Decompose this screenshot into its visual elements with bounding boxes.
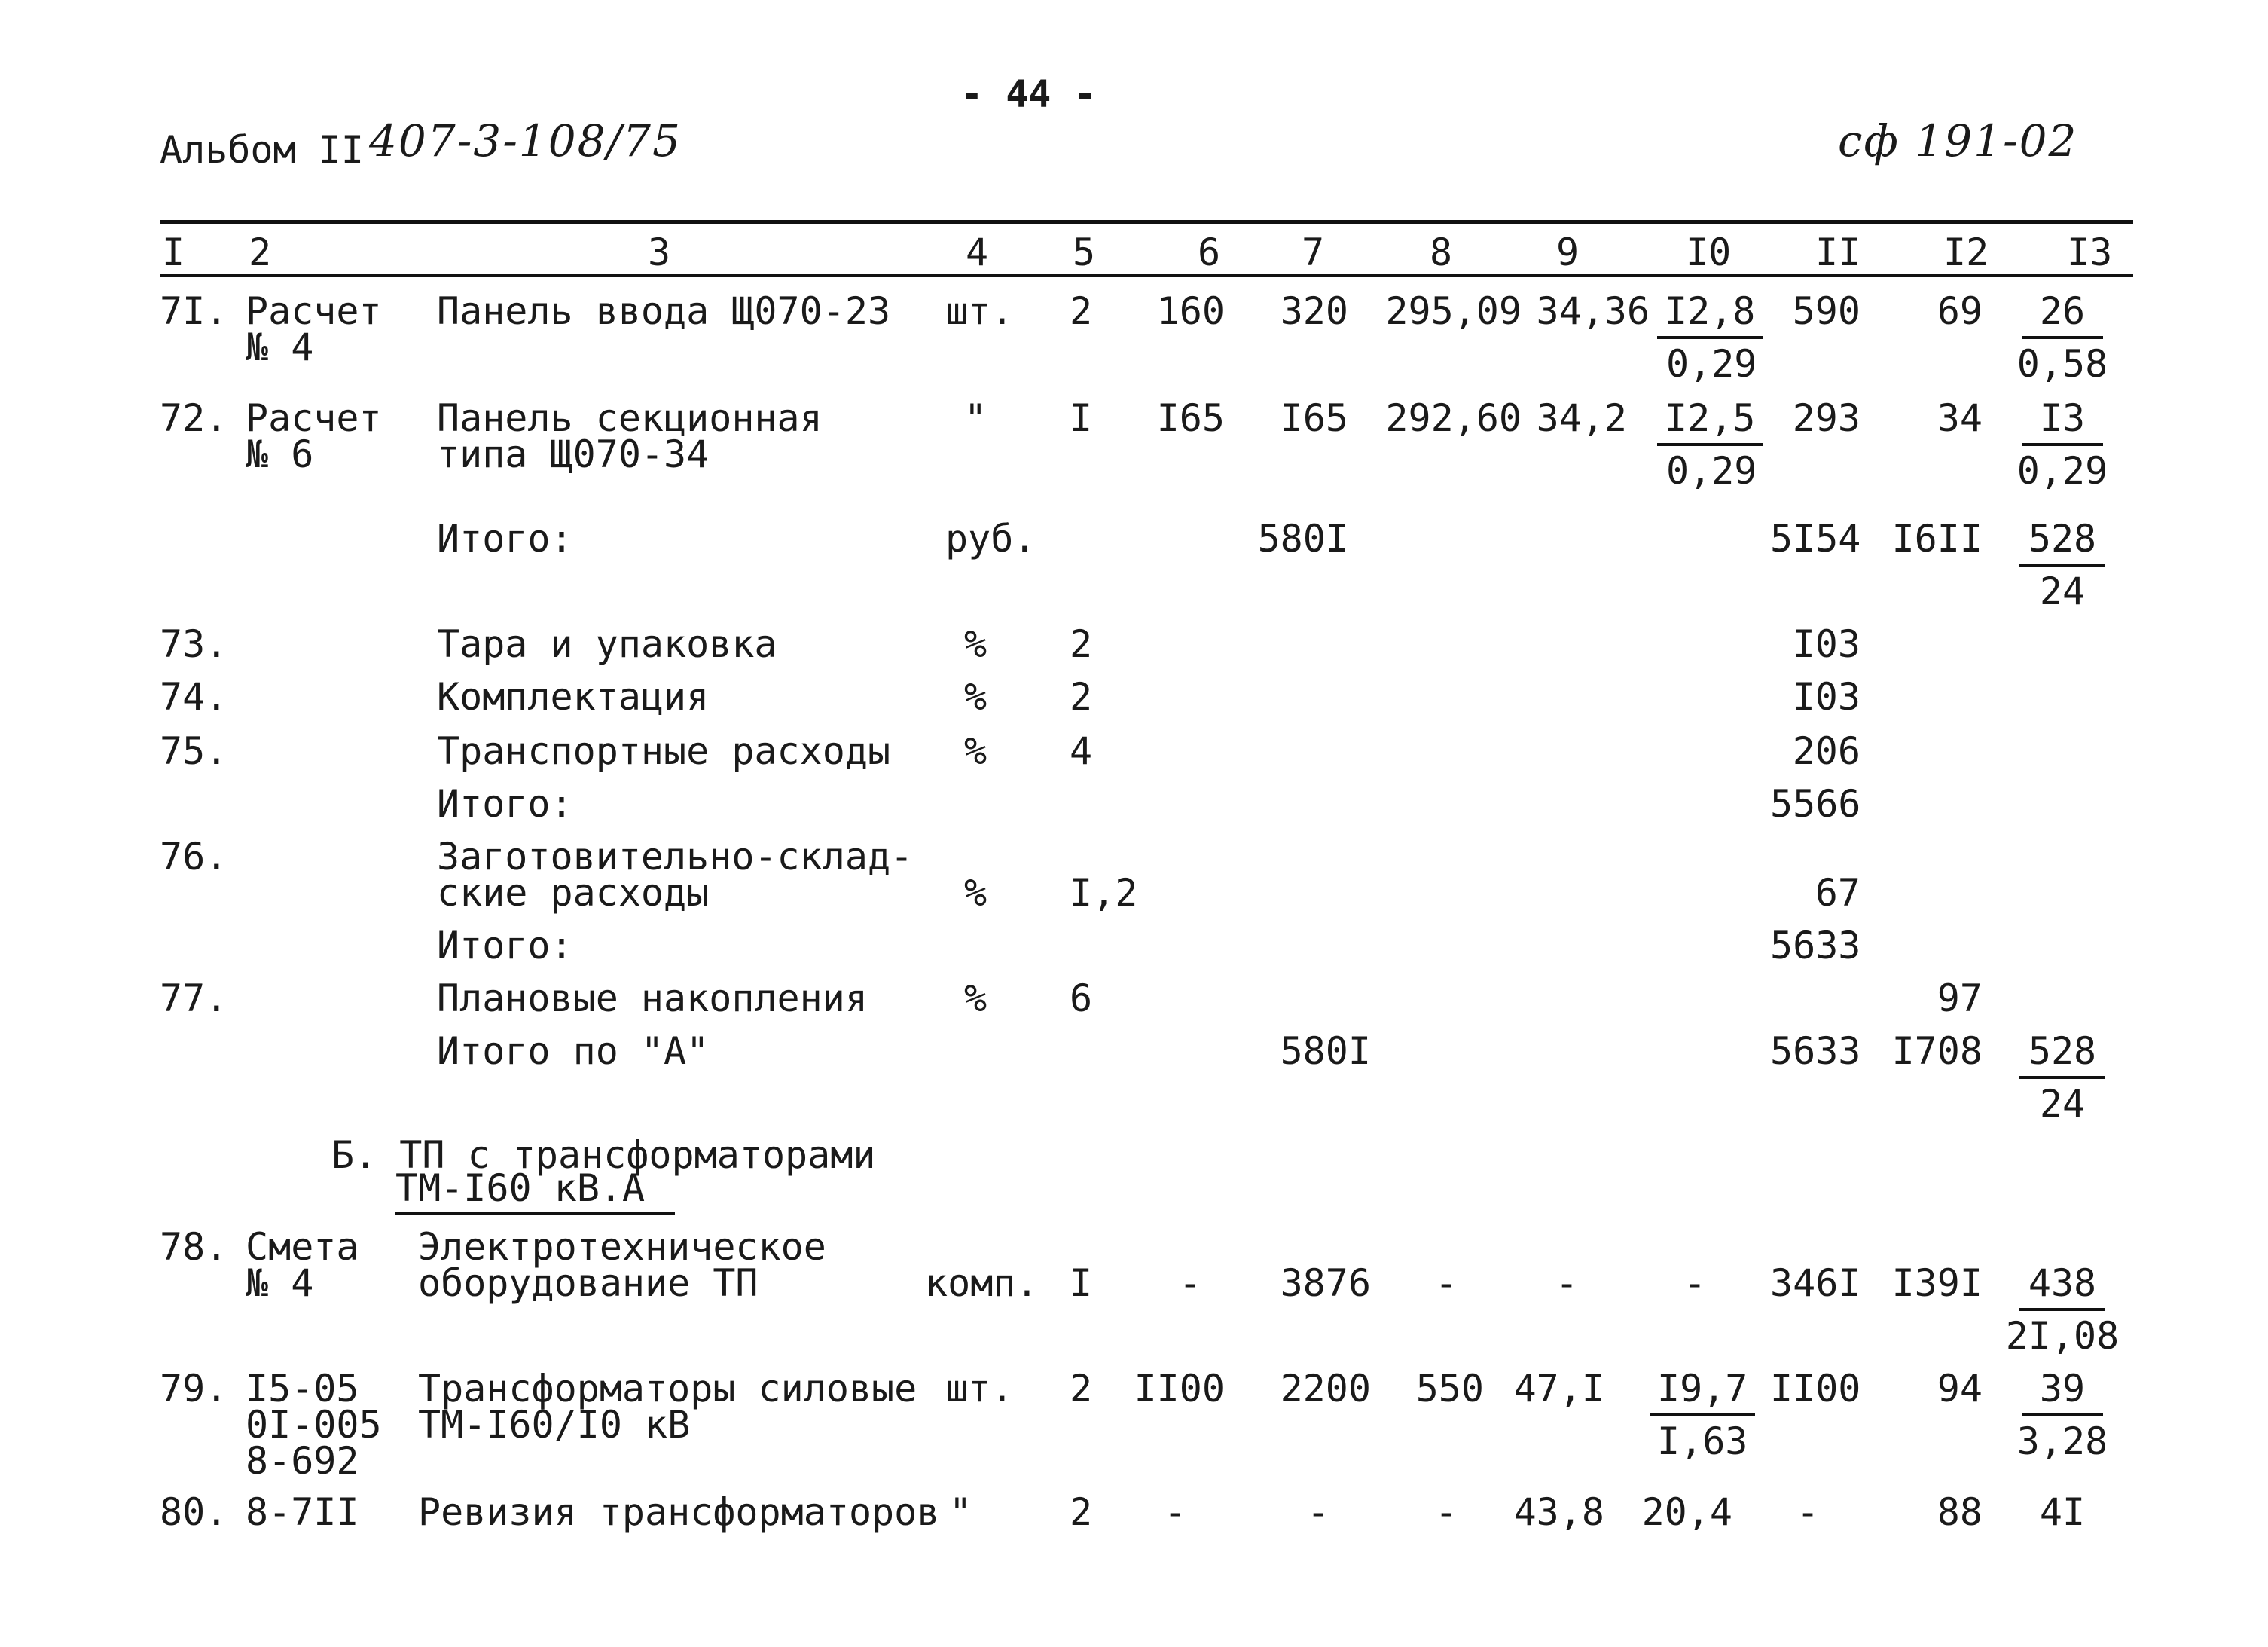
row-number: 77. xyxy=(160,976,228,1020)
row-name: Панель ввода Щ070-23 xyxy=(437,289,891,333)
row-col12: 69 xyxy=(1937,289,1983,333)
row-col7: - xyxy=(1306,1490,1330,1534)
row-unit: шт. xyxy=(945,1367,1014,1410)
row-qty: I,2 xyxy=(1070,871,1138,915)
row-unit: шт. xyxy=(945,289,1014,333)
row-col13-top: 39 xyxy=(2004,1370,2121,1407)
row-name: Электротехническое xyxy=(418,1225,826,1269)
row-ref-line2: № 6 xyxy=(246,432,314,476)
row-name: Итого: xyxy=(437,924,573,967)
row-name: Заготовительно-склад- xyxy=(437,835,914,879)
row-number: 74. xyxy=(160,675,228,719)
row-ref: 8-7II xyxy=(246,1490,359,1534)
row-name: Итого: xyxy=(437,782,573,826)
row-col11: 5633 xyxy=(1770,924,1861,967)
row-number: 75. xyxy=(160,729,228,773)
row-number: 76. xyxy=(160,835,228,879)
row-col13-top: 438 xyxy=(2004,1264,2121,1302)
row-name: Итого по "А" xyxy=(437,1029,710,1073)
row-ref-line3: 8-692 xyxy=(246,1439,359,1483)
row-col13-bottom: 0,58 xyxy=(2016,342,2108,386)
column-header: 3 xyxy=(648,231,671,274)
row-col8: 292,60 xyxy=(1385,396,1522,440)
row-col13-top: 26 xyxy=(2004,292,2121,330)
row-number: 7I. xyxy=(160,289,228,333)
row-name-line2: оборудование ТП xyxy=(418,1261,759,1305)
row-name: Плановые накопления xyxy=(437,976,868,1020)
row-col12: 97 xyxy=(1937,976,1983,1020)
row-number: 79. xyxy=(160,1367,228,1410)
row-col12: 34 xyxy=(1937,396,1983,440)
row-number: 80. xyxy=(160,1490,228,1534)
row-unit: % xyxy=(964,976,987,1020)
column-header: 6 xyxy=(1198,231,1221,274)
row-col9: 34,36 xyxy=(1536,289,1650,333)
row-col7: 320 xyxy=(1280,289,1348,333)
row-ref: Смета xyxy=(246,1225,359,1269)
row-qty: 2 xyxy=(1070,1490,1093,1534)
row-col13-top: 528 xyxy=(2004,1032,2121,1070)
row-unit: руб. xyxy=(945,517,1036,561)
column-header: 8 xyxy=(1430,231,1453,274)
row-col10-top: I2,8 xyxy=(1657,292,1763,330)
row-col8: - xyxy=(1434,1261,1458,1305)
row-name: Трансформаторы силовые xyxy=(418,1367,917,1410)
row-col6: II00 xyxy=(1134,1367,1225,1410)
row-qty: I xyxy=(1070,1261,1093,1305)
row-col8: 550 xyxy=(1415,1367,1484,1410)
column-header: II xyxy=(1815,231,1861,274)
row-col12: I708 xyxy=(1891,1029,1983,1073)
row-unit: % xyxy=(964,729,987,773)
row-col11: - xyxy=(1796,1490,1820,1534)
row-col10-top: I2,5 xyxy=(1657,399,1763,437)
album-label: Альбом II xyxy=(160,128,364,172)
row-col11: 346I xyxy=(1770,1261,1861,1305)
row-col11: 5566 xyxy=(1770,782,1861,826)
row-col13-bottom: 3,28 xyxy=(2016,1419,2108,1463)
column-header: I3 xyxy=(2067,231,2113,274)
row-col8: - xyxy=(1434,1490,1458,1534)
row-ref: Расчет xyxy=(246,289,382,333)
row-qty: 6 xyxy=(1070,976,1093,1020)
row-qty: 2 xyxy=(1070,675,1093,719)
row-ref: Расчет xyxy=(246,396,382,440)
row-unit: % xyxy=(964,871,987,915)
row-name: Итого: xyxy=(437,517,573,561)
row-col11: 5I54 xyxy=(1770,517,1861,561)
row-col7: 580I xyxy=(1280,1029,1371,1073)
section-title: Б. ТП с трансформаторами xyxy=(331,1133,876,1177)
row-col11: I03 xyxy=(1792,622,1860,666)
row-qty: 2 xyxy=(1070,289,1093,333)
row-col10-bottom: I,63 xyxy=(1657,1419,1748,1463)
row-col11: 67 xyxy=(1815,871,1860,915)
row-name: Панель секционная xyxy=(437,396,823,440)
row-col7: 580I xyxy=(1257,517,1348,561)
row-col10: 20,4 xyxy=(1641,1490,1732,1534)
row-ref-line2: № 4 xyxy=(246,325,314,369)
row-name: Комплектация xyxy=(437,675,710,719)
album-code: 407-3-108/75 xyxy=(369,115,682,167)
column-header: 9 xyxy=(1556,231,1580,274)
row-name-line2: типа Щ070-34 xyxy=(437,432,710,476)
row-unit: " xyxy=(949,1490,972,1534)
column-header: I0 xyxy=(1686,231,1732,274)
row-col10-bottom: 0,29 xyxy=(1666,342,1757,386)
row-col11: 206 xyxy=(1792,729,1860,773)
row-col12: 88 xyxy=(1937,1490,1983,1534)
row-col11: I03 xyxy=(1792,675,1860,719)
row-col9: 34,2 xyxy=(1536,396,1627,440)
column-header: 2 xyxy=(249,231,272,274)
row-number: 78. xyxy=(160,1225,228,1269)
page-number: - 44 - xyxy=(960,72,1097,116)
column-header: 7 xyxy=(1302,231,1325,274)
row-col6: 160 xyxy=(1156,289,1225,333)
row-col7: I65 xyxy=(1280,396,1348,440)
row-col13: 4I xyxy=(2039,1490,2086,1534)
row-col11: 5633 xyxy=(1770,1029,1861,1073)
section-subtitle: ТМ-I60 кВ.А xyxy=(395,1169,675,1207)
row-unit: % xyxy=(964,675,987,719)
row-col12: I6II xyxy=(1891,517,1983,561)
row-col13-bottom: 24 xyxy=(2039,1082,2086,1126)
row-col13-bottom: 2I,08 xyxy=(2005,1314,2120,1358)
row-name-line2: ские расходы xyxy=(437,871,710,915)
row-ref: I5-05 xyxy=(246,1367,359,1410)
row-col10-bottom: 0,29 xyxy=(1666,449,1757,493)
row-col13-bottom: 0,29 xyxy=(2016,449,2108,493)
row-name: Ревизия трансформаторов xyxy=(418,1490,940,1534)
row-qty: I xyxy=(1070,396,1093,440)
row-unit: " xyxy=(964,396,987,440)
row-col11: II00 xyxy=(1770,1367,1861,1410)
row-name-line2: ТМ-I60/I0 кВ xyxy=(418,1403,691,1447)
row-ref-line2: 0I-005 xyxy=(246,1403,382,1447)
sheet-code: сф 191-02 xyxy=(1838,115,2078,167)
row-col7: 3876 xyxy=(1280,1261,1371,1305)
row-col10: - xyxy=(1683,1261,1707,1305)
row-qty: 2 xyxy=(1070,1367,1093,1410)
row-col12: I39I xyxy=(1891,1261,1983,1305)
row-col10-top: I9,7 xyxy=(1650,1370,1755,1407)
row-name: Тара и упаковка xyxy=(437,622,777,666)
row-col7: 2200 xyxy=(1280,1367,1371,1410)
row-col11: 590 xyxy=(1792,289,1860,333)
row-col8: 295,09 xyxy=(1385,289,1522,333)
row-name: Транспортные расходы xyxy=(437,729,891,773)
row-col13-top: 528 xyxy=(2004,520,2121,558)
row-unit: комп. xyxy=(925,1261,1039,1305)
row-col6: - xyxy=(1163,1490,1187,1534)
row-ref-line2: № 4 xyxy=(246,1261,314,1305)
column-header: I xyxy=(162,231,185,274)
header-bottom-rule xyxy=(160,274,2133,277)
column-header: I2 xyxy=(1943,231,1989,274)
column-header: 4 xyxy=(966,231,989,274)
row-number: 72. xyxy=(160,396,228,440)
row-col13-bottom: 24 xyxy=(2039,570,2086,613)
row-col6: - xyxy=(1178,1261,1202,1305)
row-col13-top: I3 xyxy=(2004,399,2121,437)
row-unit: % xyxy=(964,622,987,666)
row-col11: 293 xyxy=(1792,396,1860,440)
row-col9: - xyxy=(1555,1261,1579,1305)
row-col9: 47,I xyxy=(1513,1367,1604,1410)
row-qty: 2 xyxy=(1070,622,1093,666)
row-col6: I65 xyxy=(1156,396,1225,440)
table-top-rule xyxy=(160,220,2133,224)
row-col12: 94 xyxy=(1937,1367,1983,1410)
row-qty: 4 xyxy=(1070,729,1093,773)
row-col9: 43,8 xyxy=(1513,1490,1604,1534)
column-header: 5 xyxy=(1073,231,1096,274)
row-number: 73. xyxy=(160,622,228,666)
